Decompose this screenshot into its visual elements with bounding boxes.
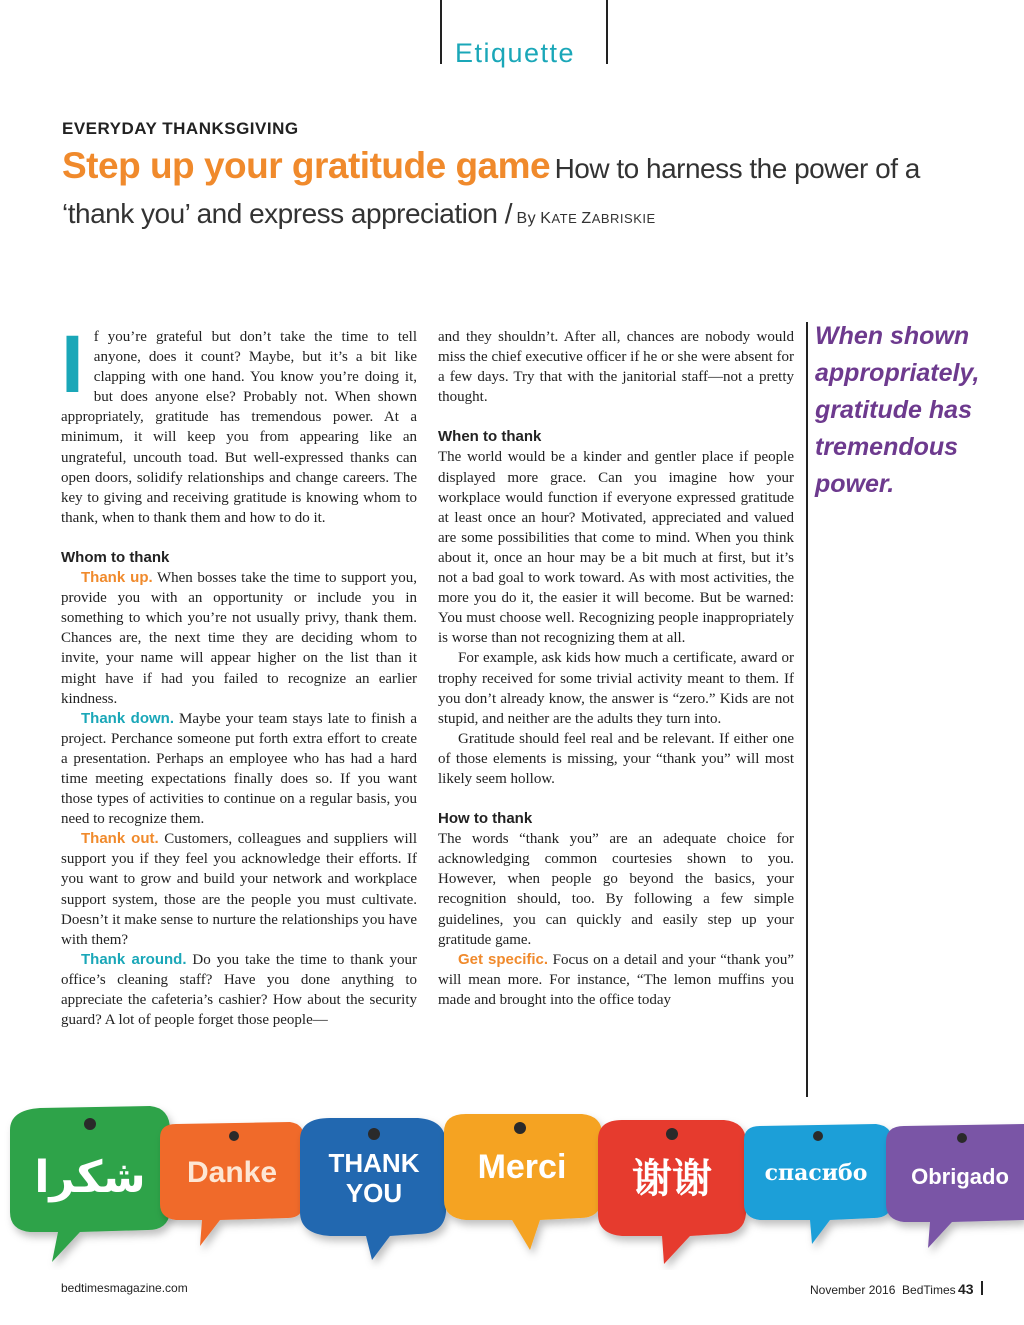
footer-issue: November 2016 BedTimes: [810, 1283, 956, 1297]
pullquote: When shown appropriately, gratitude has tremendous power.: [815, 322, 980, 498]
paragraph-thank-up: [61, 568, 417, 709]
bubble-russian: [744, 1124, 892, 1244]
bubble-arabic: [10, 1106, 170, 1262]
article-column-2: [438, 327, 794, 1010]
bubble-arabic-text: شكرا: [34, 1152, 146, 1203]
header-rule-right: [606, 0, 608, 64]
bubble-chinese-text: 谢谢: [632, 1156, 712, 1202]
header-rule-left: [440, 0, 442, 64]
paragraph-thank-out: [61, 829, 417, 950]
paragraph-when-3: Gratitude should feel real and be relevant. If either one of those elements is missing, your “thank you” will most likely seem hollow.: [438, 730, 794, 787]
paragraph-how-1: The words “thank you” are an adequate choice for acknowledging common courtesies shown to you. However, when people go beyond the basics, your recognition should, too. By following a few simple guidelines, you can quickly and easily step up your gratitude game.: [438, 831, 794, 948]
footer-website: bedtimesmagazine.com: [61, 1281, 188, 1295]
label-thank-up: Thank up.: [81, 569, 153, 587]
subhead-how: How to thank: [438, 810, 533, 828]
subhead-whom: Whom to thank: [61, 548, 170, 566]
text-thank-down: Maybe your team stays late to finish a project. Perchance someone put forth extra effort to create a presentation. Perhaps an employee who has had a hard time meeting expectations finally does so. If you want those types of activities to continue on a regular basis, you need to recognize them.: [61, 710, 417, 828]
bubble-chinese: [598, 1120, 746, 1264]
author-last-rest: ABRISKIE: [591, 211, 656, 226]
paragraph-when-2: For example, ask kids how much a certificate, award or trophy received for some trivial activity meant to them. If you don’t already know, the answer is “zero.” Kids are not stupid, and neither are the adults they turn into.: [438, 650, 794, 727]
label-thank-down: Thank down.: [81, 709, 174, 727]
bubble-russian-text: спасибо: [764, 1160, 868, 1186]
intro-text: f you’re grateful but don’t take the time to tell anyone, does it count? Maybe, but it’s a bit like clapping with one hand. You know you’re doing it, but does anyone else? Probably not. When shown appropriately, gratitude has tremendous power. At a minimum, it will keep you from appearing like an ungrateful, uncouth toad. But well-expressed thanks can open doors, solidify relationships and change careers. The key to giving and receiving gratitude is knowing whom to thank, when to thank them and how to do it.: [61, 329, 417, 526]
bubble-merci-text: Merci: [477, 1148, 567, 1186]
bubble-merci: [444, 1114, 602, 1250]
author-first-rest: ATE: [551, 211, 578, 226]
paragraph-thank-around: [61, 950, 417, 1030]
drop-cap: I: [61, 319, 84, 410]
author-last-initial: Z: [581, 210, 592, 227]
paragraph-get-specific: [438, 950, 794, 1010]
byline: [516, 211, 655, 226]
label-thank-out: Thank out.: [81, 830, 159, 848]
headline-deck: How to harness the power of a ‘thank you’ and express appreciation /: [62, 153, 920, 229]
paragraph-thank-down: [61, 709, 417, 830]
intro-paragraph: [61, 319, 417, 528]
text-thank-out: Customers, colleagues and suppliers will support you if they feel you acknowledge their efforts. If you want to grow and build your network and workplace support system, those are the people you must cultivate. Doesn’t it make sense to nurture the relationships you have with them?: [61, 831, 417, 948]
headline-title: Step up your gratitude game: [62, 145, 551, 186]
article-column-1: [61, 319, 417, 1030]
text-thank-up: When bosses take the time to support you, provide you with an opportunity or include you in something to which you’re not usually privy, thank them. Chances are, the next time they are deciding whom to invite, your name will appear higher on the list than it might have if had you failed to recognize an earlier kindness.: [61, 570, 417, 707]
text-get-specific: Focus on a detail and your “thank you” will mean more. For instance, “The lemon muffins you made and brought into the office today: [438, 951, 795, 1008]
subhead-when: When to thank: [438, 428, 542, 446]
thank-you-bubbles-illustration: [0, 1100, 1024, 1270]
bubble-obrigado: [886, 1124, 1024, 1248]
headline-block: [62, 146, 982, 239]
paragraph-when-1: The world would be a kinder and gentler place if people displayed more grace. Can you imagine how your workplace would function if everyone expressed gratitude at least once an hour? Motivated, appreciated and valued are some possibilities that come to mind. When you think about it, once an hour may be a bit much at first, but it’s not a bad goal to work toward. As with most activities, the more you do it, the easier it will become. But be warned: You must choose well. Recognizing people inappropriately is worse than not recognizing them at all.: [438, 449, 794, 647]
bubble-obrigado-text: Obrigado: [911, 1164, 1009, 1189]
section-label: Etiquette: [455, 38, 576, 68]
bubble-danke-text: Danke: [186, 1156, 278, 1189]
pullquote-rule: [806, 322, 808, 1097]
bubble-thank-you: [300, 1118, 446, 1260]
paragraph-continued: and they shouldn’t. After all, chances are nobody would miss the chief executive officer if he or she were absent for a few days. Try that with the janitorial staff—not a pretty thought.: [438, 329, 794, 406]
bubble-danke: [160, 1122, 304, 1246]
bubble-thank-you-text: THANK YOU: [328, 1148, 420, 1208]
byline-prefix: By: [516, 210, 537, 227]
label-thank-around: Thank around.: [81, 950, 187, 968]
footer-rule: [981, 1281, 983, 1295]
text-thank-around: Do you take the time to thank your office’s cleaning staff? Have you done anything to appreciate the cafeteria’s cashier? How about the security guard? A lot of people forget those people—: [61, 951, 417, 1029]
footer-page-number: 43: [958, 1281, 974, 1297]
label-get-specific: Get specific.: [458, 950, 549, 968]
author-first-initial: K: [540, 210, 552, 227]
kicker: EVERYDAY THANKSGIVING: [62, 119, 299, 138]
